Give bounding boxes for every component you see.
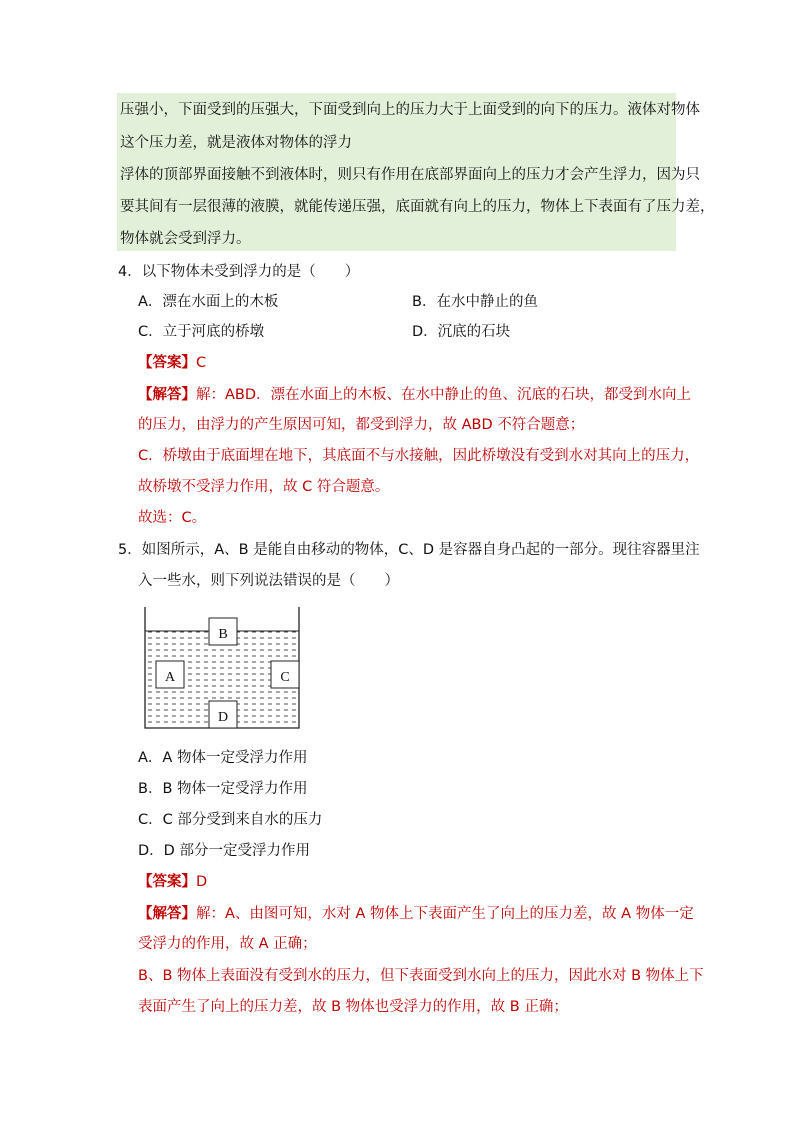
q5-analysis-line-3: B、B 物体上表面没有受到水的压力，但下表面受到水向上的压力，因此水对 B 物体上下 [138,968,704,984]
q5-option-a: A．A 物体一定受浮力作用 [138,750,308,766]
answer-tag: 【答案】 [138,874,196,890]
q4-option-b: B．在水中静止的鱼 [412,294,538,310]
analysis-tag: 【解答】 [138,906,196,922]
q5-stem-line-2: 入一些水，则下列说法错误的是（ ） [138,573,399,589]
q5-analysis-line-2: 受浮力的作用，故 A 正确； [138,936,317,952]
note-line-4: 要其间有一层很薄的液膜，就能传递压强，底面就有向上的压力，物体上下表面有了压力差， [120,199,715,215]
q5-option-d: D．D 部分一定受浮力作用 [138,843,310,859]
label-a: A [164,670,176,685]
q5-answer [138,872,207,892]
q4-option-d: D．沉底的石块 [412,324,511,340]
label-b: B [218,627,228,642]
label-c: C [280,670,290,685]
q5-analysis-line-1 [138,904,694,924]
answer-value: C [196,355,207,371]
q5-option-b: B．B 物体一定受浮力作用 [138,781,308,797]
analysis-text: 解：A、由图可知，水对 A 物体上下表面产生了向上的压力差，故 A 物体一定 [196,906,694,922]
q5-stem-line-1: 5．如图所示，A、B 是能自由移动的物体，C、D 是容器自身凸起的一部分。现往容器里注 [118,542,700,558]
q4-analysis-line-2: 的压力，由浮力的产生原因可知，都受到浮力，故 ABD 不符合题意； [138,417,585,433]
label-d: D [217,710,229,725]
container-figure [140,605,306,735]
note-line-1: 压强小，下面受到的压强大，下面受到向上的压力大于上面受到的向下的压力。液体对物体 [120,102,700,118]
q4-option-c: C．立于河底的桥墩 [138,324,265,340]
note-line-5: 物体就会受到浮力。 [120,231,251,247]
q4-analysis-line-4: 故桥墩不受浮力作用，故 C 符合题意。 [138,479,390,495]
q4-answer [138,353,206,373]
q5-analysis-line-4: 表面产生了向上的压力差，故 B 物体也受浮力的作用，故 B 正确； [138,999,568,1015]
analysis-text: 解：ABD．漂在水面上的木板、在水中静止的鱼、沉底的石块，都受到水向上 [196,387,692,403]
q4-analysis-line-1 [138,385,691,405]
note-line-2: 这个压力差，就是液体对物体的浮力 [120,135,352,151]
answer-value: D [196,874,208,890]
note-line-3: 浮体的顶部界面接触不到液体时，则只有作用在底部界面向上的压力才会产生浮力，因为只 [120,167,700,183]
q4-analysis-line-3: C．桥墩由于底面埋在地下，其底面不与水接触，因此桥墩没有受到水对其向上的压力， [138,448,700,464]
analysis-tag: 【解答】 [138,387,196,403]
q5-option-c: C．C 部分受到来自水的压力 [138,812,323,828]
q4-stem: 4．以下物体未受到浮力的是（ ） [118,264,360,280]
q4-choose: 故选：C。 [138,510,207,526]
answer-tag: 【答案】 [138,355,196,371]
q4-option-a: A．漂在水面上的木板 [138,294,279,310]
